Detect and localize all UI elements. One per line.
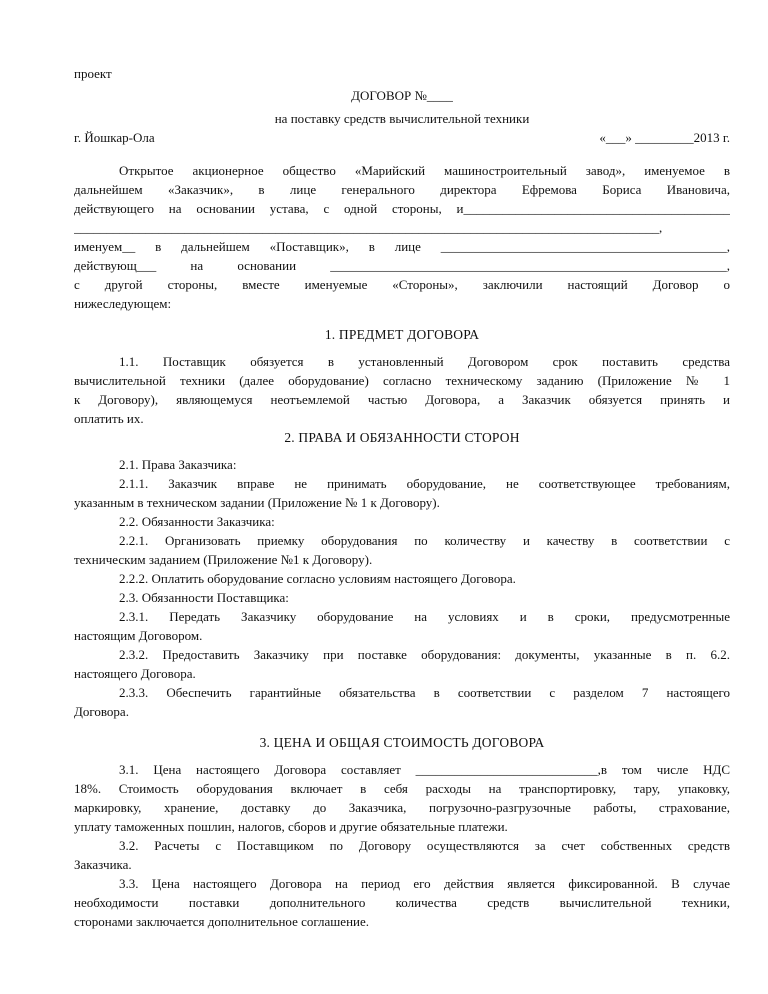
clause-line: техническим заданием (Приложение №1 к Договору). — [74, 552, 373, 567]
preamble-line: __________________________________________________________________________________________, — [74, 220, 663, 235]
spacer — [74, 447, 730, 455]
document-subtitle: на поставку средств вычислительной техники — [274, 111, 530, 126]
clause-line: настоящим Договором. — [74, 628, 203, 643]
section-subject — [74, 325, 730, 428]
preamble-line: действующ___ на основании _____________________________________________________________, — [74, 258, 730, 273]
clause-line: 2.2. Обязанности Заказчика: — [119, 514, 275, 529]
clause-line: 2.3.3. Обеспечить гарантийные обязательства в соответствии с разделом 7 настоящего — [119, 685, 730, 700]
spacer — [74, 344, 730, 352]
preamble-line: действующего на основании устава, с одной стороны, и_________________________________________ — [74, 201, 730, 216]
clause-line: указанным в техническом задании (Приложение № 1 к Договору). — [74, 495, 440, 510]
spacer — [74, 147, 730, 161]
preamble-line: нижеследующем: — [74, 296, 172, 311]
clause-line: необходимости поставки дополнительного количества средств вычислительной техники, — [74, 895, 730, 910]
contract-date: «___» _________2013 г. — [599, 130, 730, 145]
clause-line: сторонами заключается дополнительное соглашение. — [74, 914, 370, 929]
clause-line: 3.1. Цена настоящего Договора составляет ____________________________,в том числе НДС — [119, 762, 730, 777]
preamble-line: именуем__ в дальнейшем «Поставщик», в лице ____________________________________________, — [74, 239, 730, 254]
clause-line: Договора. — [74, 704, 129, 719]
clause-line: Заказчика. — [74, 857, 132, 872]
preamble-line: с другой стороны, вместе именуемые «Стороны», заключили настоящий Договор о — [74, 277, 730, 292]
clause-line: 2.1. Права Заказчика: — [119, 457, 237, 472]
clause-line: оплатить их. — [74, 411, 144, 426]
section-price — [74, 733, 730, 931]
section-heading: 2. ПРАВА И ОБЯЗАННОСТИ СТОРОН — [284, 430, 520, 445]
clause-line: 3.2. Расчеты с Поставщиком по Договору осуществляются за счет собственных средств — [119, 838, 730, 853]
section-heading: 3. ЦЕНА И ОБЩАЯ СТОИМОСТЬ ДОГОВОРА — [259, 735, 545, 750]
clause-line: к Договору), являющемуся неотъемлемой частью Договора, а Заказчик обязуется принять и — [74, 392, 730, 407]
spacer — [74, 721, 730, 733]
document-title: ДОГОВОР №____ — [351, 88, 453, 103]
clause-line: вычислительной техники (далее оборудование) согласно техническому заданию (Приложение № 1 — [74, 373, 730, 388]
spacer — [74, 752, 730, 760]
clause-line: 2.3. Обязанности Поставщика: — [119, 590, 289, 605]
clause-line: 2.1.1. Заказчик вправе не принимать оборудование, не соответствующее требованиям, — [119, 476, 730, 491]
city-date-row — [74, 128, 730, 147]
document-status: проект — [74, 66, 112, 81]
clause-line: уплату таможенных пошлин, налогов, сборов и другие обязательные платежи. — [74, 819, 508, 834]
section-rights — [74, 428, 730, 721]
preamble — [74, 161, 730, 313]
preamble-line: Открытое акционерное общество «Марийский машиностроительный завод», именуемое в — [119, 163, 730, 178]
section-heading: 1. ПРЕДМЕТ ДОГОВОРА — [324, 327, 480, 342]
clause-line: 2.3.2. Предоставить Заказчику при поставке оборудования: документы, указанные в п. 6.2. — [119, 647, 730, 662]
clause-line: 3.3. Цена настоящего Договора на период его действия является фиксированной. В случае — [119, 876, 730, 891]
clause-line: 1.1. Поставщик обязуется в установленный Договором срок поставить средства — [119, 354, 730, 369]
clause-line: настоящего Договора. — [74, 666, 196, 681]
clause-line: маркировку, хранение, доставку до Заказчика, погрузочно-разгрузочные работы, страхование, — [74, 800, 730, 815]
spacer — [74, 313, 730, 325]
clause-line: 2.2.2. Оплатить оборудование согласно условиям настоящего Договора. — [119, 571, 516, 586]
clause-line: 2.2.1. Организовать приемку оборудования по количеству и качеству в соответствии с — [119, 533, 730, 548]
clause-line: 2.3.1. Передать Заказчику оборудование на условиях и в сроки, предусмотренные — [119, 609, 730, 624]
clause-line: 18%. Стоимость оборудования включает в себя расходы на транспортировку, тару, упаковку, — [74, 781, 730, 796]
preamble-line: дальнейшем «Заказчик», в лице генерального директора Ефремова Бориса Ивановича, — [74, 182, 730, 197]
contract-page — [74, 64, 730, 931]
city: г. Йошкар-Ола — [74, 130, 155, 145]
